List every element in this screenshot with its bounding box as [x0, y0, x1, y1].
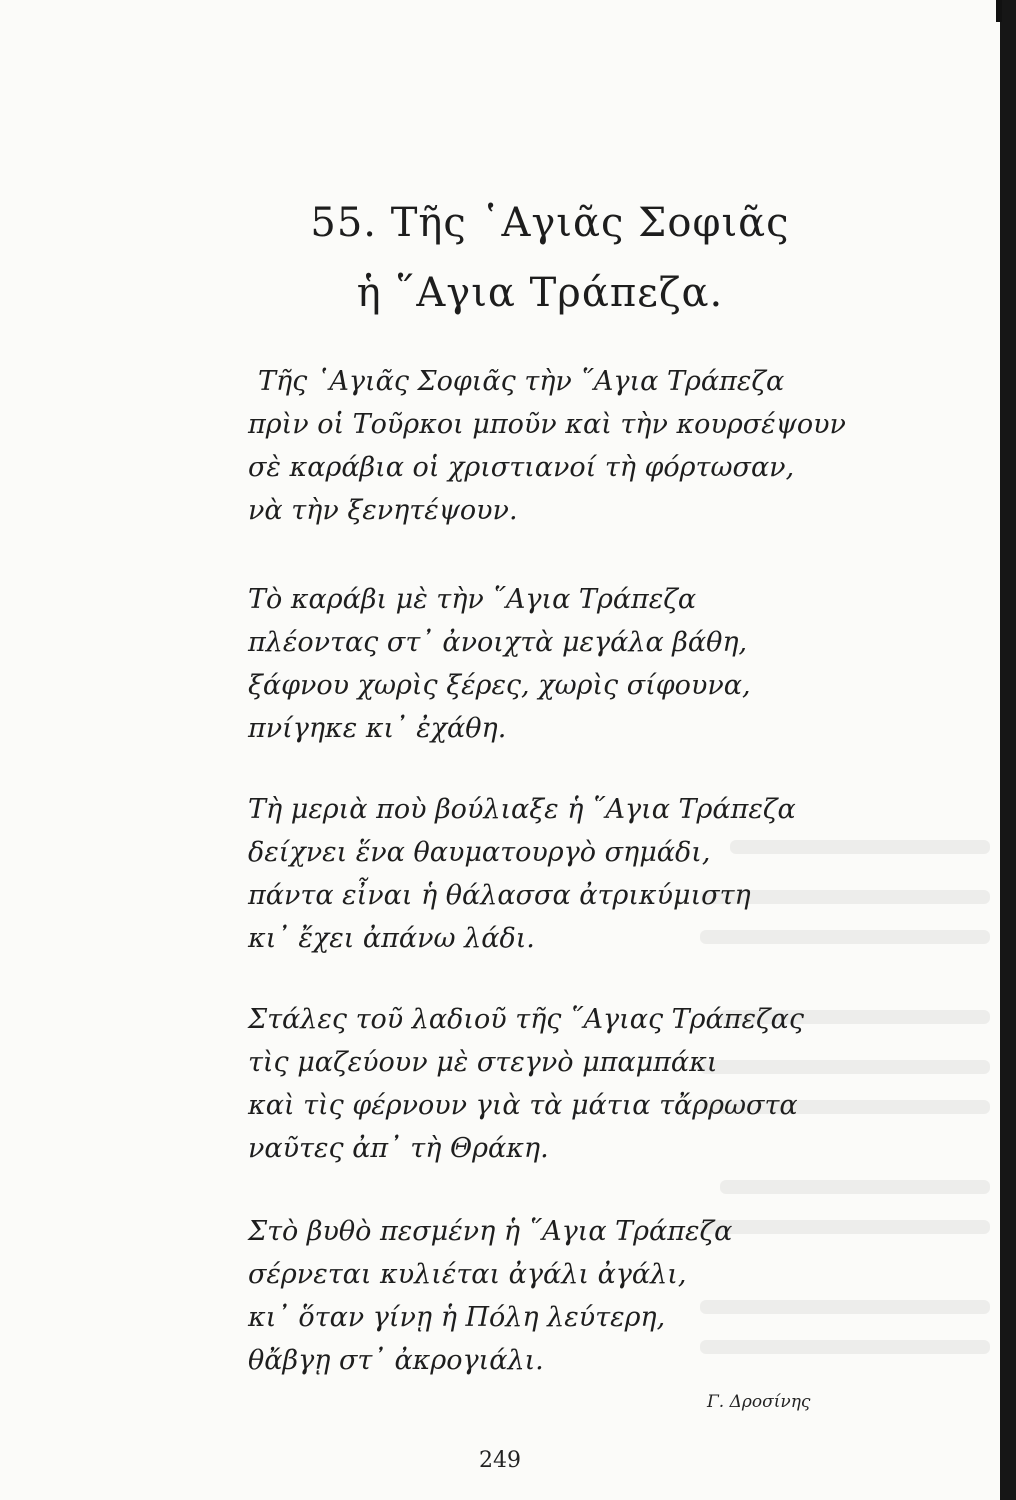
stanza-5 — [248, 1210, 732, 1382]
verse-line: θἄβγῃ στ᾿ ἀκρογιάλι. — [248, 1345, 544, 1376]
verse-line: ναῦτες ἀπ᾿ τὴ Θράκη. — [248, 1133, 549, 1164]
verse-line: πλέοντας στ᾿ ἀνοιχτὰ μεγάλα βάθη, — [248, 627, 748, 658]
bleed-through-mark — [700, 1300, 990, 1314]
verse-line: σέρνεται κυλιέται ἀγάλι ἀγάλι, — [248, 1259, 687, 1290]
bleed-through-mark — [720, 1180, 990, 1194]
poem-author: Γ. Δροσίνης — [707, 1392, 811, 1412]
bleed-through-mark — [700, 1340, 990, 1354]
page-number: 249 — [479, 1448, 521, 1473]
scan-corner-mark — [996, 0, 1002, 22]
verse-line: Στὸ βυθὸ πεσμένη ἡ ῞Αγια Τράπεζα — [248, 1216, 733, 1247]
verse-line: Τὸ καράβι μὲ τὴν ῞Αγια Τράπεζα — [248, 584, 697, 615]
stanza-3 — [248, 788, 796, 960]
verse-line: κι᾿ ὅταν γίνῃ ἡ Πόλη λεύτερη, — [248, 1302, 666, 1333]
verse-line: ξάφνου χωρὶς ξέρες, χωρὶς σίφουνα, — [248, 670, 751, 701]
verse-line: τὶς μαζεύουν μὲ στεγνὸ μπαμπάκι — [248, 1047, 718, 1078]
verse-line: καὶ τὶς φέρνουν γιὰ τὰ μάτια τἄρρωστα — [248, 1090, 798, 1121]
verse-line: κι᾿ ἔχει ἀπάνω λάδι. — [248, 923, 535, 954]
stanza-4 — [248, 998, 804, 1170]
bleed-through-mark — [700, 1220, 990, 1234]
stanza-2 — [248, 578, 751, 750]
poem-title-line-1: 55. Τῆς ῾Αγιᾶς Σοφιᾶς — [310, 200, 790, 246]
verse-line: Τῆς ῾Αγιᾶς Σοφιᾶς τὴν ῞Αγια Τράπεζα — [258, 366, 785, 397]
stanza-1 — [248, 360, 846, 532]
poem-title-line-2: ἡ ῞Αγια Τράπεζα. — [356, 270, 724, 316]
verse-line: Στάλες τοῦ λαδιοῦ τῆς ῞Αγιας Τράπεζας — [248, 1004, 805, 1035]
verse-line: σὲ καράβια οἱ χριστιανοί τὴ φόρτωσαν, — [248, 452, 795, 483]
verse-line: πάντα εἶναι ἡ θάλασσα ἀτρικύμιστη — [248, 880, 751, 911]
verse-line: πρὶν οἱ Τοῦρκοι μποῦν καὶ τὴν κουρσέψουν — [248, 409, 846, 440]
verse-line: πνίγηκε κι᾿ ἐχάθη. — [248, 713, 507, 744]
verse-line: νὰ τὴν ξενητέψουν. — [248, 495, 518, 526]
page-edge-shadow — [1000, 0, 1016, 1500]
verse-line: δείχνει ἕνα θαυματουργὸ σημάδι, — [248, 837, 711, 868]
verse-line: Τὴ μεριὰ ποὺ βούλιαξε ἡ ῞Αγια Τράπεζα — [248, 794, 796, 825]
